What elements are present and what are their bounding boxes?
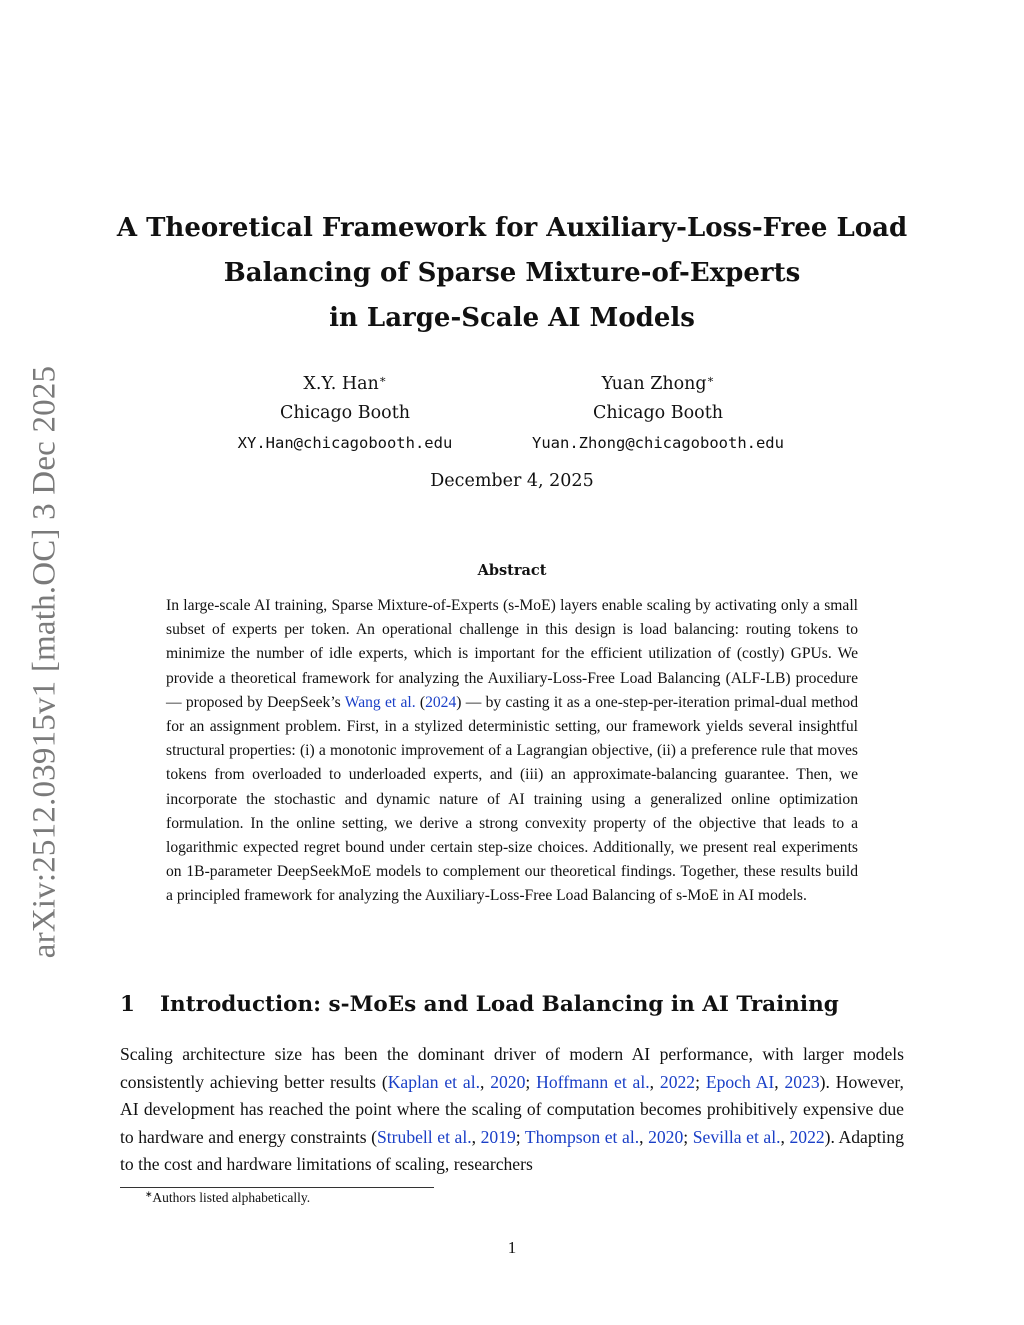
citation-year-link[interactable]: 2022 bbox=[789, 1126, 825, 1147]
author-affiliation: Chicago Booth bbox=[279, 403, 411, 423]
citation-link[interactable]: Hoffmann et al. bbox=[536, 1071, 650, 1092]
citation-link[interactable]: Thompson et al. bbox=[524, 1126, 640, 1147]
abstract-text: In large-scale AI training, Sparse Mixture-of-Experts (s-MoE) layers enable scaling by activating only a small subset of experts per token. An operational challenge in this design is load balancing: routing tokens to minimize the number of idle experts, which is important for the efficient utilization of (costly) GPUs. We provide a theoretical framework for analyzing the Auxiliary-Loss-Free Load Balancing (ALF-LB) procedure — proposed by DeepSeek’s Wang et al. (2024) — by casting it as a one-step-per-iteration primal-dual method for an assignment problem. First, in a stylized deterministic setting, our framework yields several insightful structural properties: (i) a monotonic improvement of a Lagrangian objective, (ii) a preference rule that moves tokens from overloaded to underloaded experts, and (iii) an approximate-balancing guarantee. Then, we incorporate the stochastic and dynamic nature of AI training using a generalized online optimization formulation. In the online setting, we derive a strong convexity property of the objective that leads to a logarithmic expected regret bound under certain step-size choices. Additionally, we present real experiments on 1B-parameter DeepSeekMoE models to complement our theoretical findings. Together, these results build a principled framework for analyzing the Auxiliary-Loss-Free Load Balancing of s-MoE in AI models. bbox=[166, 597, 859, 905]
citation-link[interactable]: Kaplan et al. bbox=[387, 1071, 480, 1092]
footnote bbox=[145, 1190, 310, 1206]
citation-year-link[interactable]: 2020 bbox=[648, 1126, 684, 1147]
introduction-paragraph: Scaling architecture size has been the dominant driver of modern AI performance, with larger models consistently achieving better results (Kaplan et al., 2020; Hoffmann et al., 2022; Epoch AI, 2023). However, AI development has reached the point where the scaling of computation becomes prohibitively expensive due to hardware and energy constraints (Strubell et al., 2019; Thompson et al., 2020; Sevilla et al., 2022). Adapting to the cost and hardware limitations of scaling, researchers bbox=[120, 1044, 904, 1175]
author-email[interactable]: XY.Han@chicagobooth.edu bbox=[237, 434, 453, 452]
abstract-heading: Abstract bbox=[477, 562, 547, 579]
author-block-2 bbox=[508, 370, 808, 458]
author-affiliation: Chicago Booth bbox=[592, 403, 724, 423]
author-footnote-mark: ∗ bbox=[378, 371, 387, 386]
title-line-2: Balancing of Sparse Mixture-of-Experts bbox=[223, 258, 801, 288]
citation-year-link[interactable]: 2022 bbox=[659, 1071, 696, 1092]
title-line-1: A Theoretical Framework for Auxiliary-Loss-Free Load bbox=[116, 213, 908, 243]
footnote-text: Authors listed alphabetically. bbox=[152, 1190, 311, 1205]
citation-year-link[interactable]: 2020 bbox=[490, 1071, 526, 1092]
citation-link[interactable]: Epoch AI bbox=[705, 1071, 775, 1092]
section-number: 1 bbox=[120, 992, 135, 1017]
section-heading bbox=[120, 992, 839, 1017]
citation-link[interactable]: Wang et al. bbox=[344, 693, 416, 711]
publication-date: December 4, 2025 bbox=[430, 471, 594, 491]
citation-link[interactable]: Sevilla et al. bbox=[692, 1126, 781, 1147]
author-name: Yuan Zhong∗ bbox=[601, 371, 715, 394]
author-email[interactable]: Yuan.Zhong@chicagobooth.edu bbox=[532, 434, 784, 452]
footnote-mark: ∗ bbox=[145, 1189, 153, 1200]
footnote-divider bbox=[120, 1187, 434, 1188]
arxiv-identifier-stamp: arXiv:2512.03915v1 [math.OC] 3 Dec 2025 bbox=[26, 365, 63, 959]
citation-year-link[interactable]: 2019 bbox=[480, 1126, 516, 1147]
citation-year-link[interactable]: 2023 bbox=[784, 1071, 820, 1092]
paper-title bbox=[100, 206, 924, 341]
citation-year-link[interactable]: 2024 bbox=[425, 693, 457, 711]
author-block-1 bbox=[215, 370, 475, 458]
page-number: 1 bbox=[507, 1238, 517, 1257]
title-line-3: in Large-Scale AI Models bbox=[329, 303, 695, 333]
citation-link[interactable]: Strubell et al. bbox=[376, 1126, 472, 1147]
author-name: X.Y. Han∗ bbox=[303, 371, 387, 394]
author-footnote-mark: ∗ bbox=[706, 371, 715, 386]
section-title: Introduction: s-MoEs and Load Balancing in AI Training bbox=[160, 992, 839, 1017]
